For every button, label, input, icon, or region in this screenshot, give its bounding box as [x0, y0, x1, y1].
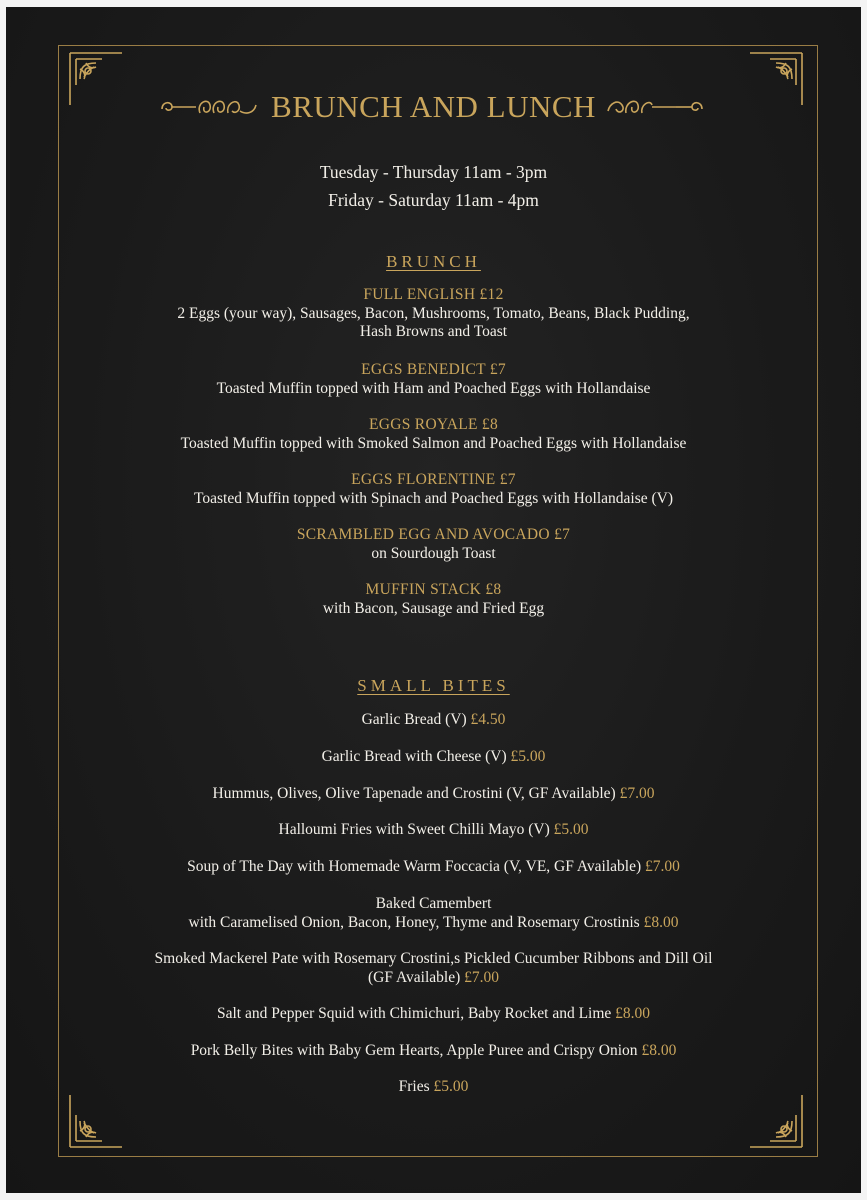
menu-item: Salt and Pepper Squid with Chimichuri, Baby Rocket and Lime £8.00 — [216, 1005, 651, 1022]
price: £5.00 — [510, 748, 546, 765]
menu-item-line: Smoked Mackerel Pate with Rosemary Crostini,s Pickled Cucumber Ribbons and Dill Oil — [154, 950, 713, 967]
menu-item-description: Toasted Muffin topped with Ham and Poached Eggs with Hollandaise — [216, 380, 651, 397]
price: £8.00 — [643, 913, 679, 931]
menu-item: Garlic Bread with Cheese (V) £5.00 — [321, 748, 546, 765]
menu-item: Soup of The Day with Homemade Warm Foccacia (V, VE, GF Available) £7.00 — [187, 858, 680, 875]
section-heading-small-bites: SMALL BITES — [357, 676, 510, 695]
menu-item-name: EGGS ROYALE £8 — [368, 416, 499, 433]
menu-item-name: MUFFIN STACK £8 — [365, 581, 502, 598]
menu-item: Garlic Bread (V) £4.50 — [361, 711, 506, 728]
price: £7.00 — [645, 858, 680, 875]
price: £8.00 — [641, 1042, 677, 1059]
corner-ornament-icon — [746, 1091, 806, 1151]
menu-item-description: Toasted Muffin topped with Spinach and Poached Eggs with Hollandaise (V) — [193, 490, 674, 507]
menu-item-name: EGGS FLORENTINE £7 — [351, 471, 516, 488]
menu-item: Smoked Mackerel Pate with Rosemary Crostini,s Pickled Cucumber Ribbons and Dill Oil (GF Available) £7.00 — [6, 950, 861, 987]
price: £5.00 — [433, 1078, 469, 1095]
menu-item-description: with Bacon, Sausage and Fried Egg — [322, 600, 545, 617]
menu-item-name: EGGS BENEDICT £7 — [361, 361, 506, 378]
corner-ornament-icon — [66, 1091, 126, 1151]
menu-item-name: FULL ENGLISH £12 — [363, 286, 504, 303]
menu-item: Fries £5.00 — [398, 1078, 469, 1095]
price: £7.00 — [619, 785, 655, 802]
title-row — [6, 85, 861, 129]
price: £7.00 — [464, 968, 499, 986]
price: £8.00 — [615, 1005, 651, 1022]
menu-item-line: Baked Camembert — [375, 895, 492, 912]
hours-line: Friday - Saturday 11am - 4pm — [328, 190, 539, 210]
page-title: BRUNCH AND LUNCH — [271, 89, 596, 124]
menu-item-description: 2 Eggs (your way), Sausages, Bacon, Mushrooms, Tomato, Beans, Black Pudding, — [177, 305, 690, 322]
menu-item-description: on Sourdough Toast — [371, 545, 496, 562]
menu-item-description: Toasted Muffin topped with Smoked Salmon and Poached Eggs with Hollandaise — [180, 435, 687, 452]
hours-line: Tuesday - Thursday 11am - 3pm — [319, 162, 548, 182]
price: £4.50 — [470, 711, 506, 728]
flourish-right-icon — [598, 91, 708, 121]
menu-item: Pork Belly Bites with Baby Gem Hearts, Apple Puree and Crispy Onion £8.00 — [190, 1042, 677, 1059]
menu-page — [6, 7, 861, 1193]
price: £5.00 — [553, 821, 589, 838]
menu-item: Hummus, Olives, Olive Tapenade and Crostini (V, GF Available) £7.00 — [212, 785, 655, 802]
menu-item-name: SCRAMBLED EGG AND AVOCADO £7 — [296, 526, 571, 543]
section-heading-brunch: BRUNCH — [386, 252, 481, 271]
menu-item: Halloumi Fries with Sweet Chilli Mayo (V) £5.00 — [278, 821, 589, 838]
menu-item: Baked Camembert with Caramelised Onion, Bacon, Honey, Thyme and Rosemary Crostinis £8.00 — [6, 895, 861, 932]
menu-item-description: Hash Browns and Toast — [359, 323, 508, 340]
